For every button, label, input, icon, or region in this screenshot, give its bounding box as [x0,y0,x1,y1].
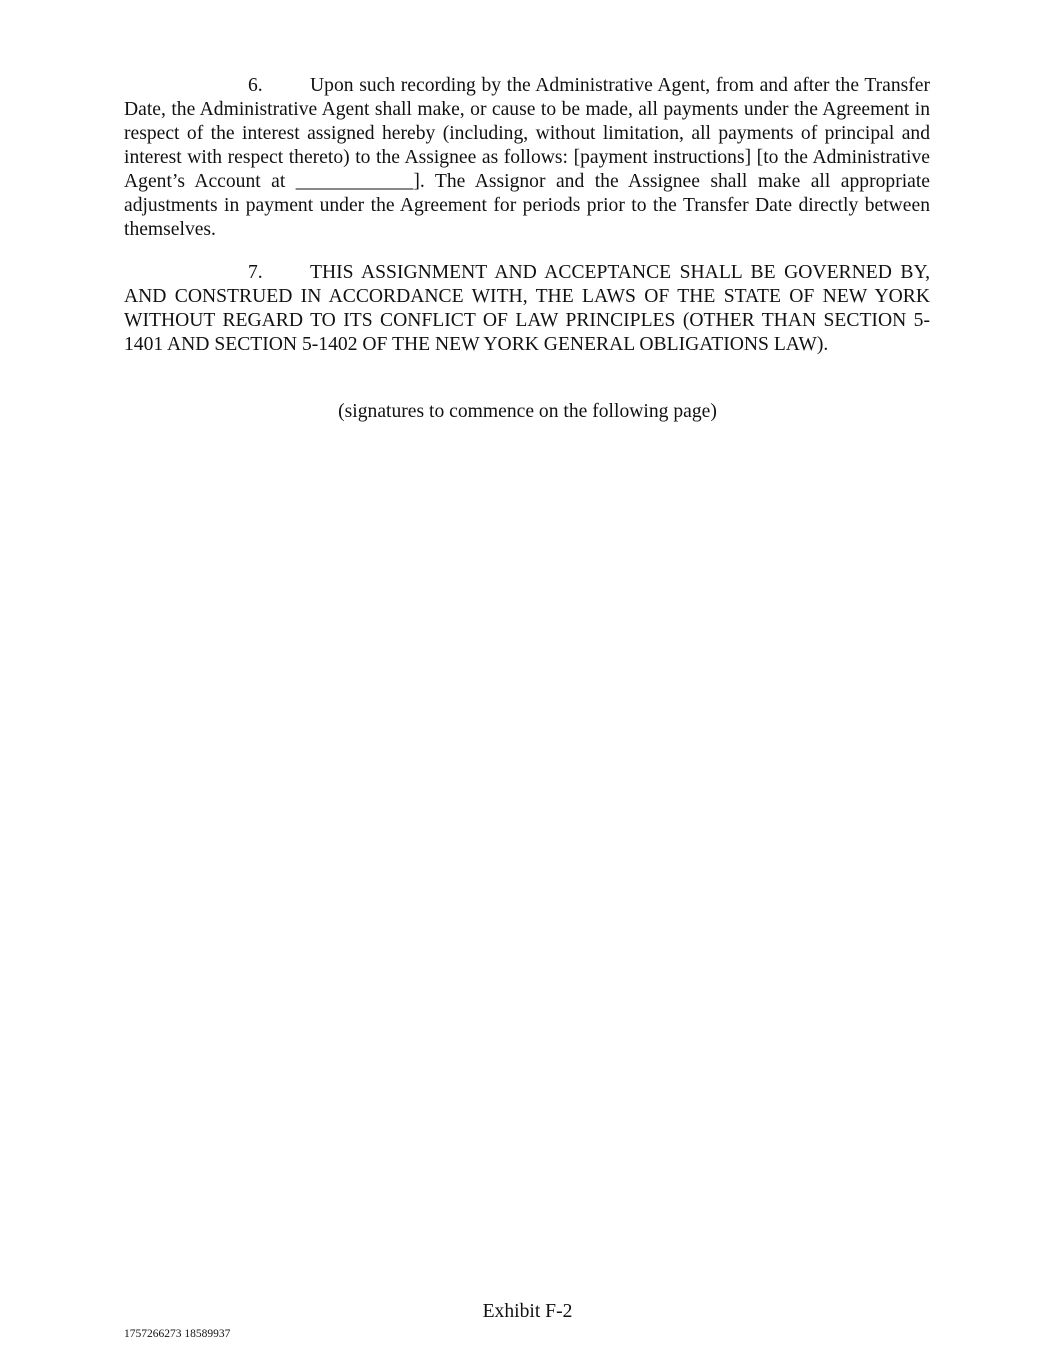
footer-exhibit-label: Exhibit F-2 [482,1301,573,1322]
footer-document-id: 1757266273 18589937 [124,1328,231,1340]
paragraph-7 [124,261,930,357]
paragraph-6-text: Upon such recording by the Administrative Agent, from and after the Transfer Date, the Administrative Agent shall make, or cause to be made, all payments under the Agreement in respect of the interest assigned hereby (including, without limitation, all payments of principal and interest with respect thereto) to the Assignee as follows: [payment instructions] [to the Administrative Agent’s Account at ____________]. The Assignor and the Assignee shall make all appropriate adjustments in payment under the Agreement for periods prior to the Transfer Date directly between themselves. [124,75,930,240]
paragraph-6-number: 6. [248,75,263,96]
signature-note: (signatures to commence on the following page) [338,401,717,422]
paragraph-6 [124,74,930,242]
paragraph-7-text: THIS ASSIGNMENT AND ACCEPTANCE SHALL BE GOVERNED BY, AND CONSTRUED IN ACCORDANCE WITH, THE LAWS OF THE STATE OF NEW YORK WITHOUT REGARD TO ITS CONFLICT OF LAW PRINCIPLES (OTHER THAN SECTION 5-1401 AND SECTION 5-1402 OF THE NEW YORK GENERAL OBLIGATIONS LAW). [124,262,930,355]
paragraph-7-number: 7. [248,262,263,283]
